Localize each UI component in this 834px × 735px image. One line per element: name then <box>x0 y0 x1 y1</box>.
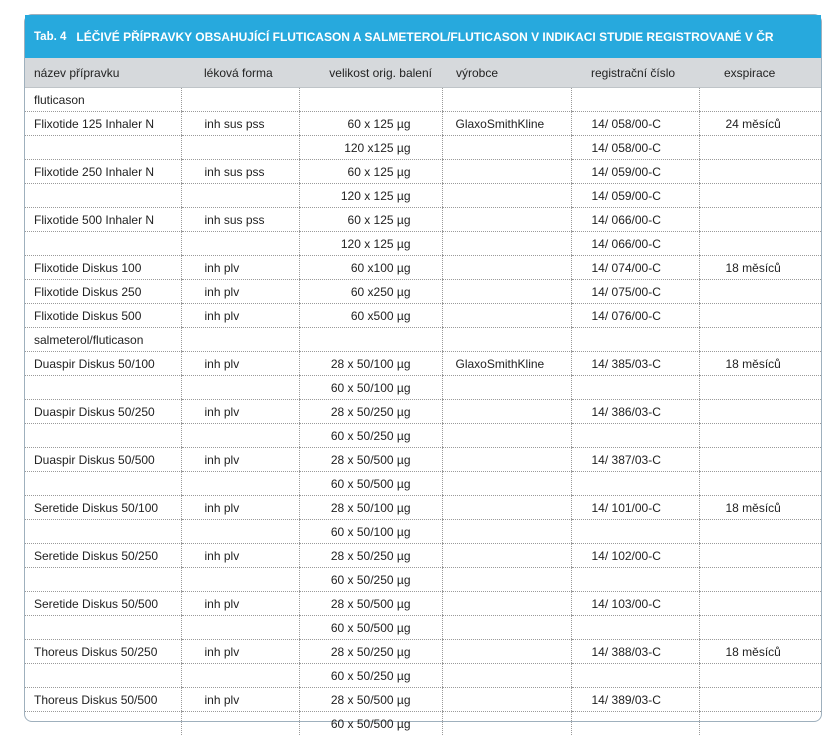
expiry-cell <box>699 688 821 712</box>
package-size-cell: 28 x 50/100 µg <box>299 352 442 376</box>
registration-number-cell <box>571 520 699 544</box>
expiry-cell <box>699 448 821 472</box>
manufacturer-cell <box>442 232 571 256</box>
product-name-cell <box>25 472 181 496</box>
table-row <box>25 112 821 136</box>
package-size-cell: 28 x 50/500 µg <box>299 592 442 616</box>
registration-number-cell: 14/ 389/03-C <box>571 688 699 712</box>
expiry-cell <box>699 544 821 568</box>
package-size-cell <box>299 88 442 112</box>
package-size-cell: 60 x 50/250 µg <box>299 424 442 448</box>
product-name-cell <box>25 376 181 400</box>
package-size-cell: 60 x 125 µg <box>299 208 442 232</box>
registration-number-cell <box>571 472 699 496</box>
package-size-cell: 60 x 50/250 µg <box>299 664 442 688</box>
expiry-cell <box>699 568 821 592</box>
expiry-cell <box>699 304 821 328</box>
expiry-cell <box>699 184 821 208</box>
dosage-form-cell <box>181 424 299 448</box>
package-size-cell: 60 x250 µg <box>299 280 442 304</box>
registration-number-cell: 14/ 058/00-C <box>571 136 699 160</box>
manufacturer-cell <box>442 328 571 352</box>
manufacturer-cell <box>442 256 571 280</box>
manufacturer-cell <box>442 184 571 208</box>
dosage-form-cell <box>181 472 299 496</box>
product-name-cell: Flixotide 250 Inhaler N <box>25 160 181 184</box>
table-row <box>25 400 821 424</box>
dosage-form-cell <box>181 712 299 735</box>
package-size-cell: 28 x 50/250 µg <box>299 400 442 424</box>
table-row <box>25 448 821 472</box>
manufacturer-cell <box>442 304 571 328</box>
manufacturer-cell <box>442 640 571 664</box>
table-row <box>25 280 821 304</box>
table-row <box>25 208 821 232</box>
product-name-cell <box>25 712 181 735</box>
table-row <box>25 592 821 616</box>
registration-number-cell <box>571 712 699 735</box>
dosage-form-cell <box>181 232 299 256</box>
table-row <box>25 256 821 280</box>
dosage-form-cell <box>181 568 299 592</box>
product-name-cell: Duaspir Diskus 50/100 <box>25 352 181 376</box>
product-name-cell: salmeterol/fluticason <box>25 328 181 352</box>
expiry-cell: 18 měsíců <box>699 352 821 376</box>
expiry-cell <box>699 208 821 232</box>
product-name-cell <box>25 424 181 448</box>
manufacturer-cell <box>442 592 571 616</box>
dosage-form-cell <box>181 616 299 640</box>
dosage-form-cell: inh sus pss <box>181 160 299 184</box>
registration-number-cell <box>571 568 699 592</box>
dosage-form-cell: inh sus pss <box>181 112 299 136</box>
table-row <box>25 184 821 208</box>
expiry-cell: 18 měsíců <box>699 496 821 520</box>
dosage-form-cell: inh plv <box>181 544 299 568</box>
manufacturer-cell <box>442 208 571 232</box>
dosage-form-cell: inh plv <box>181 640 299 664</box>
product-name-cell <box>25 568 181 592</box>
registration-table <box>25 58 821 735</box>
package-size-cell: 120 x125 µg <box>299 136 442 160</box>
dosage-form-cell: inh plv <box>181 400 299 424</box>
package-size-cell: 28 x 50/250 µg <box>299 544 442 568</box>
manufacturer-cell <box>442 160 571 184</box>
table-row <box>25 232 821 256</box>
header-product-name: název přípravku <box>25 58 181 88</box>
registration-number-cell <box>571 664 699 688</box>
expiry-cell <box>699 232 821 256</box>
package-size-cell: 60 x 50/250 µg <box>299 568 442 592</box>
dosage-form-cell: inh plv <box>181 496 299 520</box>
dosage-form-cell <box>181 520 299 544</box>
product-name-cell: Seretide Diskus 50/250 <box>25 544 181 568</box>
registration-number-cell: 14/ 076/00-C <box>571 304 699 328</box>
table-body <box>25 88 821 735</box>
table-row <box>25 352 821 376</box>
registration-number-cell: 14/ 074/00-C <box>571 256 699 280</box>
expiry-cell <box>699 136 821 160</box>
table-title-bar <box>25 15 821 58</box>
registration-number-cell: 14/ 066/00-C <box>571 208 699 232</box>
dosage-form-cell <box>181 184 299 208</box>
table-title: LÉČIVÉ PŘÍPRAVKY OBSAHUJÍCÍ FLUTICASON A SALMETEROL/FLUTICASON V INDIKACI STUDIE REGISTROVANÉ V ČR <box>76 30 773 44</box>
product-name-cell <box>25 136 181 160</box>
expiry-cell: 18 měsíců <box>699 256 821 280</box>
manufacturer-cell <box>442 472 571 496</box>
product-name-cell: Thoreus Diskus 50/500 <box>25 688 181 712</box>
expiry-cell <box>699 472 821 496</box>
registration-number-cell <box>571 616 699 640</box>
registration-number-cell: 14/ 387/03-C <box>571 448 699 472</box>
package-size-cell: 60 x 50/500 µg <box>299 712 442 735</box>
expiry-cell <box>699 592 821 616</box>
registration-number-cell: 14/ 103/00-C <box>571 592 699 616</box>
registration-number-cell: 14/ 101/00-C <box>571 496 699 520</box>
dosage-form-cell: inh plv <box>181 688 299 712</box>
manufacturer-cell <box>442 544 571 568</box>
manufacturer-cell <box>442 616 571 640</box>
table-frame <box>24 14 822 722</box>
dosage-form-cell <box>181 136 299 160</box>
header-package-size: velikost orig. balení <box>299 58 442 88</box>
manufacturer-cell: GlaxoSmithKline <box>442 352 571 376</box>
package-size-cell: 60 x 50/100 µg <box>299 520 442 544</box>
dosage-form-cell <box>181 328 299 352</box>
manufacturer-cell <box>442 520 571 544</box>
expiry-cell <box>699 520 821 544</box>
package-size-cell: 120 x 125 µg <box>299 184 442 208</box>
dosage-form-cell: inh plv <box>181 256 299 280</box>
table-row <box>25 688 821 712</box>
expiry-cell <box>699 88 821 112</box>
registration-number-cell: 14/ 059/00-C <box>571 184 699 208</box>
table-row <box>25 616 821 640</box>
product-name-cell: Flixotide 125 Inhaler N <box>25 112 181 136</box>
table-row <box>25 160 821 184</box>
manufacturer-cell <box>442 448 571 472</box>
registration-number-cell: 14/ 385/03-C <box>571 352 699 376</box>
package-size-cell: 28 x 50/500 µg <box>299 448 442 472</box>
manufacturer-cell <box>442 88 571 112</box>
expiry-cell <box>699 664 821 688</box>
product-name-cell <box>25 232 181 256</box>
manufacturer-cell: GlaxoSmithKline <box>442 112 571 136</box>
dosage-form-cell: inh plv <box>181 280 299 304</box>
package-size-cell: 60 x 50/500 µg <box>299 472 442 496</box>
expiry-cell <box>699 280 821 304</box>
header-expiry: exspirace <box>699 58 821 88</box>
table-row <box>25 88 821 112</box>
dosage-form-cell: inh plv <box>181 448 299 472</box>
manufacturer-cell <box>442 376 571 400</box>
product-name-cell <box>25 184 181 208</box>
table-row <box>25 472 821 496</box>
registration-number-cell <box>571 424 699 448</box>
dosage-form-cell: inh sus pss <box>181 208 299 232</box>
registration-number-cell: 14/ 059/00-C <box>571 160 699 184</box>
product-name-cell: Seretide Diskus 50/500 <box>25 592 181 616</box>
registration-number-cell: 14/ 075/00-C <box>571 280 699 304</box>
header-dosage-form: léková forma <box>181 58 299 88</box>
dosage-form-cell: inh plv <box>181 304 299 328</box>
manufacturer-cell <box>442 712 571 735</box>
registration-number-cell <box>571 328 699 352</box>
header-row <box>25 58 821 88</box>
product-name-cell: Duaspir Diskus 50/500 <box>25 448 181 472</box>
manufacturer-cell <box>442 400 571 424</box>
package-size-cell: 28 x 50/500 µg <box>299 688 442 712</box>
registration-number-cell: 14/ 386/03-C <box>571 400 699 424</box>
expiry-cell <box>699 712 821 735</box>
product-name-cell: Flixotide Diskus 250 <box>25 280 181 304</box>
dosage-form-cell <box>181 664 299 688</box>
registration-number-cell: 14/ 102/00-C <box>571 544 699 568</box>
table-row <box>25 496 821 520</box>
registration-number-cell <box>571 88 699 112</box>
product-name-cell: Flixotide 500 Inhaler N <box>25 208 181 232</box>
package-size-cell: 60 x100 µg <box>299 256 442 280</box>
header-manufacturer: výrobce <box>442 58 571 88</box>
manufacturer-cell <box>442 280 571 304</box>
package-size-cell: 28 x 50/250 µg <box>299 640 442 664</box>
package-size-cell: 28 x 50/100 µg <box>299 496 442 520</box>
manufacturer-cell <box>442 688 571 712</box>
table-row <box>25 712 821 735</box>
package-size-cell: 60 x 50/100 µg <box>299 376 442 400</box>
expiry-cell <box>699 424 821 448</box>
table-number: Tab. 4 <box>34 31 66 43</box>
dosage-form-cell: inh plv <box>181 592 299 616</box>
dosage-form-cell <box>181 88 299 112</box>
manufacturer-cell <box>442 136 571 160</box>
package-size-cell: 60 x 125 µg <box>299 160 442 184</box>
table-row <box>25 568 821 592</box>
package-size-cell: 60 x500 µg <box>299 304 442 328</box>
manufacturer-cell <box>442 568 571 592</box>
package-size-cell: 120 x 125 µg <box>299 232 442 256</box>
product-name-cell: Seretide Diskus 50/100 <box>25 496 181 520</box>
product-name-cell: fluticason <box>25 88 181 112</box>
expiry-cell <box>699 376 821 400</box>
manufacturer-cell <box>442 664 571 688</box>
product-name-cell: Duaspir Diskus 50/250 <box>25 400 181 424</box>
dosage-form-cell <box>181 376 299 400</box>
expiry-cell <box>699 616 821 640</box>
manufacturer-cell <box>442 496 571 520</box>
registration-number-cell: 14/ 388/03-C <box>571 640 699 664</box>
header-registration-number: registrační číslo <box>571 58 699 88</box>
package-size-cell: 60 x 50/500 µg <box>299 616 442 640</box>
registration-number-cell <box>571 376 699 400</box>
table-row <box>25 544 821 568</box>
table-row <box>25 640 821 664</box>
table-row <box>25 664 821 688</box>
expiry-cell <box>699 160 821 184</box>
dosage-form-cell: inh plv <box>181 352 299 376</box>
table-row <box>25 304 821 328</box>
product-name-cell <box>25 664 181 688</box>
expiry-cell <box>699 400 821 424</box>
manufacturer-cell <box>442 424 571 448</box>
package-size-cell: 60 x 125 µg <box>299 112 442 136</box>
product-name-cell <box>25 616 181 640</box>
expiry-cell: 18 měsíců <box>699 640 821 664</box>
product-name-cell <box>25 520 181 544</box>
expiry-cell: 24 měsíců <box>699 112 821 136</box>
product-name-cell: Flixotide Diskus 500 <box>25 304 181 328</box>
table-row <box>25 136 821 160</box>
table-row <box>25 328 821 352</box>
product-name-cell: Flixotide Diskus 100 <box>25 256 181 280</box>
table-row <box>25 376 821 400</box>
registration-number-cell: 14/ 066/00-C <box>571 232 699 256</box>
package-size-cell <box>299 328 442 352</box>
expiry-cell <box>699 328 821 352</box>
table-row <box>25 424 821 448</box>
product-name-cell: Thoreus Diskus 50/250 <box>25 640 181 664</box>
table-row <box>25 520 821 544</box>
registration-number-cell: 14/ 058/00-C <box>571 112 699 136</box>
